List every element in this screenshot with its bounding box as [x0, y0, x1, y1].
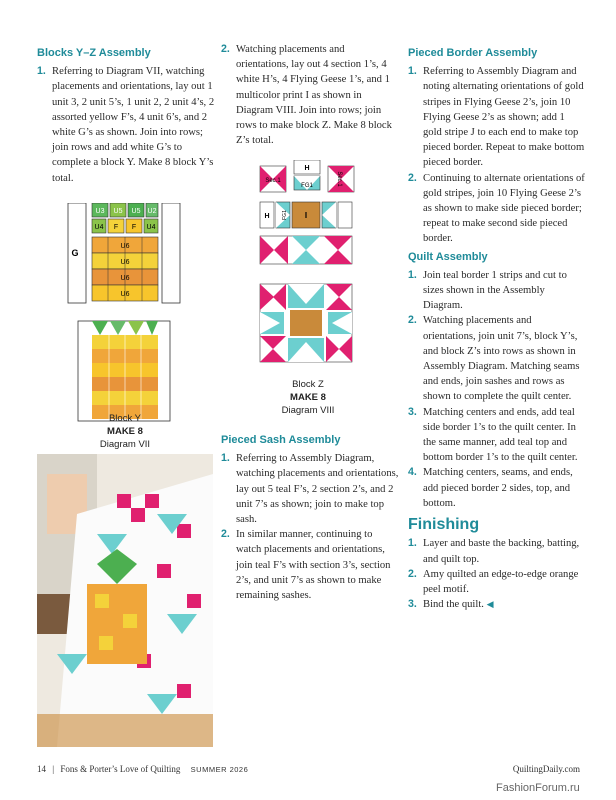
unit-label: U6	[120, 259, 130, 266]
step-item	[37, 64, 215, 186]
step-item	[408, 536, 586, 566]
step-text: Referring to Assembly Diagram, watching placements and orientations, lay out 5 teal F’s, 2 section 2’s, and 2 unit 7’s as shown; join to make top sash.	[236, 453, 399, 526]
step-text: Watching placements and orientations, join unit 7’s, block Y’s, and block Z’s into rows as shown in Assembly Diagram. Matching seams and ends, join sashes and rows as shown to complete the quilt center.	[423, 315, 580, 403]
step-number: 2.	[408, 567, 417, 580]
steps-quilt-assembly	[408, 268, 586, 511]
section-heading-pieced-sash: Pieced Sash Assembly	[221, 434, 341, 446]
step-text: Matching centers, seams, and ends, add pieced border 2 sides, top, and bottom.	[423, 467, 573, 509]
section-label: Sec.1	[336, 171, 342, 187]
step-text: Continuing to alternate orientations of gold stripes, join 10 Flying Geese 2’s as shown to make side pieced border; repeat to make second side pieced border.	[423, 172, 585, 245]
unit-label: U5	[113, 208, 123, 215]
unit-label: U3	[95, 208, 105, 215]
step-text: In similar manner, continuing to watch placements and orientations, join teal F’s with section 3’s, section 2’s, and unit 7’s as shown to make remaining sashes.	[236, 529, 391, 602]
h-label: H	[264, 213, 270, 220]
footer-site[interactable]: QuiltingDaily.com	[512, 764, 580, 774]
column-1	[37, 46, 215, 186]
caption-block-name: Block Y	[108, 413, 142, 424]
steps-blocks-yz	[37, 64, 215, 186]
quilt-photo	[37, 454, 213, 747]
caption-diagram-viii	[250, 378, 366, 417]
page-number: 14	[37, 764, 46, 774]
section-label: Sec.1	[265, 178, 281, 184]
step-number: 2.	[408, 314, 417, 327]
step-item	[408, 171, 586, 247]
step-item	[408, 64, 586, 170]
step-text: Referring to Assembly Diagram and noting alternating orientations of gold stripes in Flying Geese 2’s, join 10 Flying Geese 2’s as shown; add 1 gold stripe J to each end to make top pieced border. Repeat to make bottom pieced border.	[423, 66, 585, 169]
step-number: 4.	[408, 466, 417, 479]
caption-diagram-number: Diagram VIII	[281, 405, 335, 416]
unit-label: U2	[147, 208, 157, 215]
footer-left	[37, 764, 248, 774]
step-item	[408, 567, 586, 597]
step-number: 1.	[408, 65, 417, 78]
quilt-photo-illustration	[37, 454, 213, 747]
unit-label: U4	[94, 224, 104, 231]
step-number: 3.	[408, 405, 417, 418]
step-item	[408, 597, 586, 612]
step-item	[408, 465, 586, 511]
steps-pieced-border	[408, 64, 586, 246]
h-label: H	[304, 165, 310, 172]
step-number: 2.	[221, 43, 230, 55]
step-item	[221, 42, 399, 148]
step-text: Join teal border 1 strips and cut to sizes shown in the Assembly Diagram.	[423, 269, 567, 312]
finished-block-z	[260, 284, 352, 362]
unit-label: U6	[120, 243, 130, 250]
watermark: FashionForum.ru	[496, 782, 580, 794]
footer-divider: |	[52, 764, 55, 774]
steps-pieced-sash	[221, 451, 399, 603]
section-heading-finishing: Finishing	[408, 516, 480, 534]
column-2-top	[221, 42, 399, 148]
issue-label: SUMMER 2026	[190, 765, 249, 774]
step-item	[408, 405, 586, 466]
step-text: Referring to Diagram VII, watching placements and orientations, lay out 1 unit 3, 2 unit 5’s, 1 unit 2, 2 unit 4’s, 2 assorted yellow F’s, 4 unit 6’s, and 2 white G’s as shown. Join into rows; join rows and add white G’s to complete a block Y. Make 8 block Y’s total.	[52, 66, 215, 184]
steps-blocks-yz-cont	[221, 42, 399, 148]
step-text: Bind the quilt.	[423, 599, 484, 611]
column-2-bottom	[221, 433, 399, 603]
unit-label: F	[113, 224, 119, 231]
step-number: 1.	[408, 537, 417, 550]
i-label: I	[304, 211, 308, 220]
step-number: 1.	[408, 268, 417, 281]
caption-make: MAKE 8	[107, 426, 143, 437]
exploded-layout	[260, 160, 354, 228]
step-text: Matching centers and ends, add teal side border 1’s to the quilt center. In the same manner, add teal top and bottom border 1’s to the quilt center.	[423, 406, 578, 464]
section-heading-quilt-assembly: Quilt Assembly	[408, 250, 488, 263]
section-heading-pieced-border: Pieced Border Assembly	[408, 47, 538, 59]
caption-block-name: Block Z	[292, 379, 324, 390]
steps-finishing	[408, 536, 586, 612]
diagram-viii	[258, 160, 358, 370]
unit-label: U6	[120, 275, 130, 282]
step-number: 3.	[408, 598, 417, 611]
caption-diagram-number: Diagram VII	[99, 439, 151, 450]
unit-label: U5	[131, 208, 141, 215]
step-item	[221, 451, 399, 527]
end-mark-icon: ◀	[486, 599, 494, 610]
caption-make: MAKE 8	[290, 392, 326, 403]
step-text: Layer and baste the backing, batting, and quilt top.	[423, 538, 580, 565]
step-number: 1.	[37, 65, 46, 78]
joined-rows	[260, 236, 352, 264]
step-item	[408, 268, 586, 314]
step-number: 1.	[221, 452, 230, 465]
unit-label: F	[131, 224, 137, 231]
magazine-title: Fons & Porter’s Love of Quilting	[60, 764, 181, 774]
section-heading-blocks-yz: Blocks Y–Z Assembly	[37, 47, 151, 59]
step-number: 2.	[221, 528, 230, 541]
diagram-vii	[66, 203, 186, 443]
caption-diagram-vii	[70, 412, 180, 451]
step-text: Watching placements and orientations, lay out 4 section 1’s, 4 white H’s, 4 Flying Geese 1’s, and 1 multicolor print I as shown in Diagram VIII. Join into rows; join rows to make block Z. Make 8 block Z’s total.	[236, 44, 392, 147]
step-item	[221, 527, 399, 603]
unit-label: U4	[146, 224, 156, 231]
column-3	[408, 46, 586, 612]
finished-block-y	[78, 321, 170, 421]
g-label: G	[71, 248, 79, 258]
step-text: Amy quilted an edge-to-edge orange peel motif.	[423, 568, 579, 595]
fg-label: FG1	[282, 210, 288, 220]
fg-label: FG1	[301, 183, 313, 189]
step-number: 2.	[408, 171, 417, 184]
step-item	[408, 313, 586, 404]
unit-label: U6	[120, 291, 130, 298]
